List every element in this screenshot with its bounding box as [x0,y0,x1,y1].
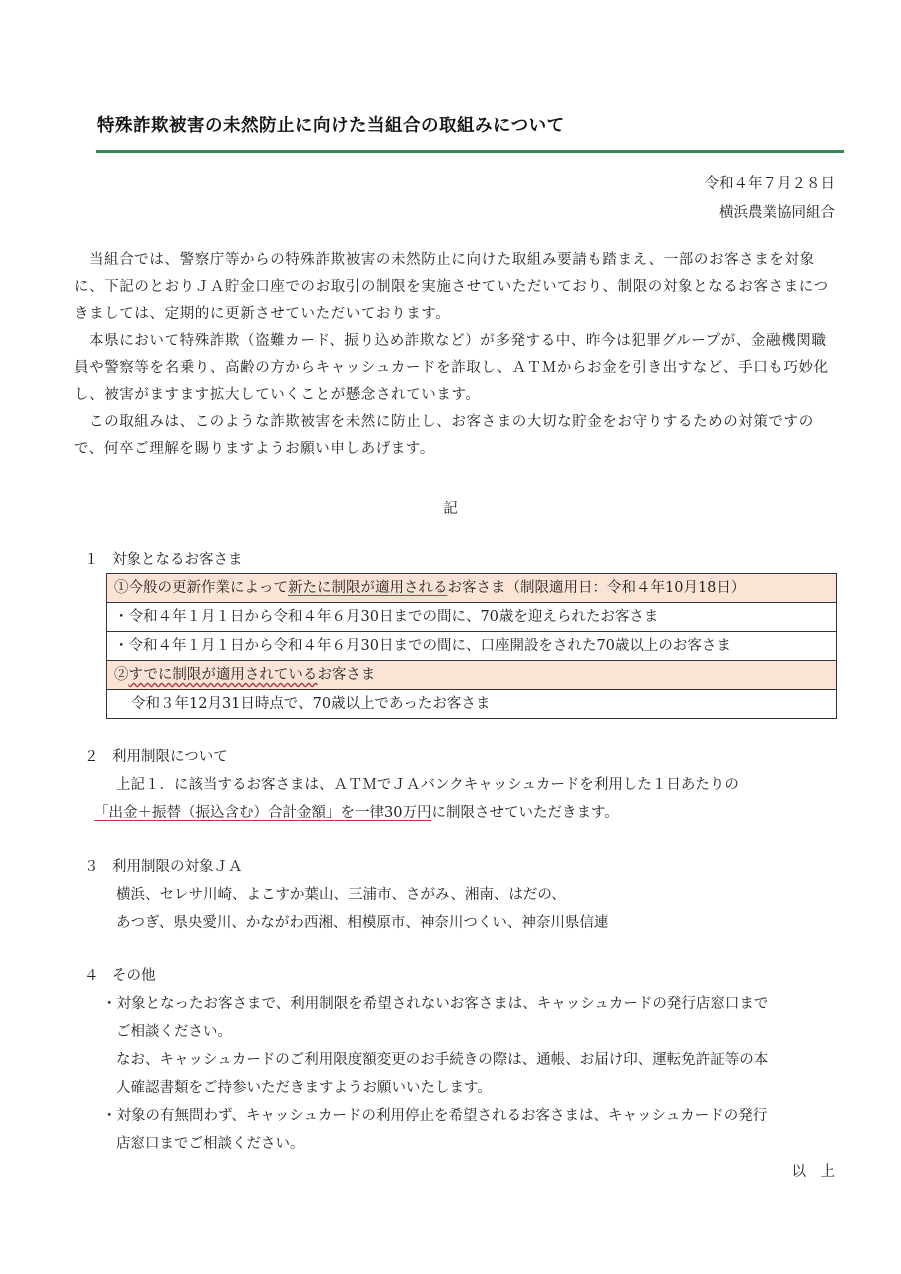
row1-text-c: お客さま（制限適用日：令和４年10月18日） [447,580,746,596]
table-row-new-restriction-header [107,574,836,603]
table-row: 令和３年12月31日時点で、70歳以上であったお客さま [131,696,491,712]
table-row: ・令和４年１月１日から令和４年６月30日までの間に、70歳を迎えられたお客さま [107,603,836,632]
other-bullet-2-line-1: ・対象の有無問わず、キャッシュカードの利用停止を希望されるお客さまは、キャッシュカードの発行 [102,1108,768,1124]
row4-text-a: ② [114,667,129,683]
other-bullet-1-line-4: 人確認書類をご持参いただきますようお願いいたします。 [116,1080,492,1096]
ja-list-line-1: 横浜、セレサ川崎、よこすか葉山、三浦市、さがみ、湘南、はだの、 [116,887,566,903]
section-3-title: 利用制限の対象ＪＡ [112,859,243,875]
table-row: ・令和４年１月１日から令和４年６月30日までの間に、口座開設をされた70歳以上のお客さま [107,632,836,661]
section-4-number: ４ [84,968,99,984]
section-3-number: ３ [84,859,99,875]
intro-paragraph-1: 当組合では、警察庁等からの特殊詐欺被害の未然防止に向けた取組み要請も踏まえ、一部のお客さまを対象に、下記のとおりＪＡ貯金口座でのお取引の制限を実施させていただいており、制限の対象となるお客さまにつきましては、定期的に更新させていただいております。 [74,252,829,322]
intro-paragraph-2: 本県において特殊詐欺（盗難カード、振り込め詐欺など）が多発する中、昨今は犯罪グループが、金融機関職員や警察等を名乗り、高齢の方からキャッシュカードを詐取し、ＡＴＭからお金を引き出すなど、手口も巧妙化し、被害がますます拡大していくことが懸念されています。 [74,333,829,403]
row1-text-underlined: 新たに制限が適用される [288,580,448,596]
other-bullet-2-line-2: 店窓口までご相談ください。 [116,1136,305,1152]
section-2-line-2 [94,801,619,822]
section-1-number: １ [84,552,99,568]
target-customers-table [106,573,837,719]
section-1-heading [84,548,243,569]
section-2-line-1: 上記１．に該当するお客さまは、ＡＴＭでＪＡバンクキャッシュカードを利用した１日あたりの [116,777,739,793]
row1-text-a: ①今般の更新作業によって [114,580,288,596]
closing-mark: 以 上 [791,1164,835,1180]
section-1-title: 対象となるお客さま [112,552,243,568]
ja-list-line-2: あつぎ、県央愛川、かながわ西湘、相模原市、神奈川つくい、神奈川県信連 [116,915,609,931]
ki-marker: 記 [443,501,458,517]
other-bullet-1-line-2: ご相談ください。 [116,1024,232,1040]
section-2-title: 利用制限について [112,749,228,765]
row4-text-c: お客さま [317,667,376,683]
intro-paragraph-3: この取組みは、このような詐欺被害を未然に防止し、お客さまの大切な貯金をお守りするための対策ですので、何卒ご理解を賜りますようお願い申しあげます。 [74,414,814,457]
section-4-heading [84,964,156,985]
page-title: 特殊詐欺被害の未然防止に向けた当組合の取組みについて [97,116,565,136]
title-divider [96,150,844,153]
limit-suffix-text: に制限させていただきます。 [431,805,619,821]
limit-amount-text: 「出金＋振替（振込含む）合計金額」を一律30万円 [94,805,432,821]
issue-date: 令和４年７月２８日 [704,176,835,192]
section-2-number: ２ [84,749,99,765]
other-bullet-1-line-3: なお、キャッシュカードのご利用限度額変更のお手続きの際は、通帳、お届け印、運転免許証等の本 [116,1052,769,1068]
section-3-heading [84,855,243,876]
other-bullet-1-line-1: ・対象となったお客さまで、利用制限を希望されないお客さまは、キャッシュカードの発行店窓口まで [102,996,769,1012]
section-4-title: その他 [112,968,156,984]
organization-name: 横浜農業協同組合 [719,205,835,221]
section-2-heading [84,745,228,766]
row4-text-underlined: すでに制限が適用されている [128,667,318,683]
intro-text [74,247,839,463]
table-row-existing-restriction-header [107,661,836,690]
